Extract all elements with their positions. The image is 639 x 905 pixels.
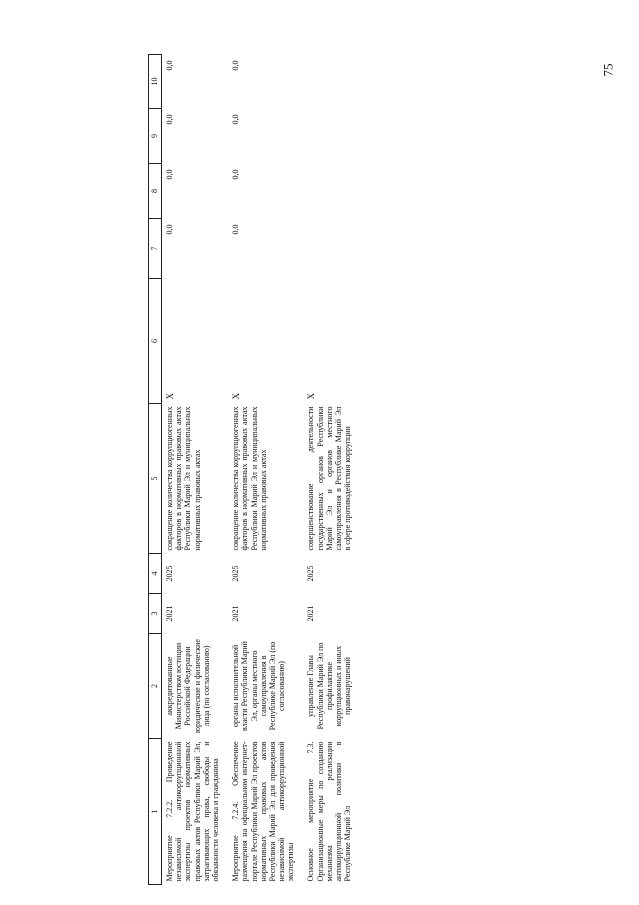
column-header: 1	[149, 739, 162, 885]
executor-cell: управление Главы Республики Марий Эл по профилактике коррупционных и иных правонарушений	[306, 642, 353, 730]
value-cell	[303, 109, 360, 164]
start-year-cell: 2021	[231, 605, 241, 622]
value-cell	[303, 219, 360, 279]
column-number-row	[149, 55, 162, 885]
value-cell: 0,0	[165, 224, 174, 235]
activity-name-cell: Основное мероприятие 7.3. Организационные меры по созданию механизма реализации антикоррупционной политики в Республике Марий Эл	[306, 741, 353, 882]
column-header: 6	[149, 279, 162, 404]
column-header: 4	[149, 554, 162, 594]
column-header: 7	[149, 219, 162, 279]
executor-cell: органы исполнительной власти Республики Марий Эл, органы местного самоуправления в Республике Марий Эл (по согласованию)	[231, 641, 287, 731]
expected-result-cell: сокращение количества коррупциогенных факторов в нормативных правовых актах Республики Марий Эл и муниципальных нормативных правовых актах	[231, 406, 268, 551]
column-header: 10	[149, 55, 162, 109]
executor-cell: аккредитованные Министерством юстиции Российской Федерации юридические и физические лица (по согласованию)	[165, 639, 211, 733]
end-year-cell: 2025	[231, 565, 241, 582]
start-year-cell: 2021	[306, 605, 316, 622]
value-cell: 0,0	[231, 114, 241, 125]
program-activities-table	[148, 54, 360, 885]
value-cell: 0,0	[231, 169, 241, 180]
end-year-cell: 2025	[165, 565, 174, 582]
expected-result-cell: сокращение количества коррупциогенных факторов в нормативных правовых актах Республики Марий Эл и муниципальных нормативных правовых актах	[165, 406, 202, 551]
value-cell	[303, 164, 360, 219]
mark-cell: X	[231, 393, 242, 400]
value-cell: 0,0	[165, 169, 174, 180]
value-cell: 0,0	[165, 60, 174, 71]
end-year-cell: 2025	[306, 565, 316, 582]
column-header: 2	[149, 634, 162, 739]
table-row	[228, 55, 303, 885]
column-header: 5	[149, 404, 162, 554]
value-cell	[303, 55, 360, 109]
column-header: 8	[149, 164, 162, 219]
rotated-table-sheet	[148, 55, 543, 885]
table-row	[162, 55, 229, 885]
mark-cell: X	[306, 393, 317, 400]
activity-name-cell: Мероприятие 7.2.2. Проведение независимой антикоррупционной экспертизы проектов нормативных правовых актов Республики Марий Эл, затрагивающих права, свободы и обязанности человека и гражданина	[165, 741, 220, 882]
start-year-cell: 2021	[165, 605, 174, 622]
table-row	[303, 55, 360, 885]
value-cell: 0,0	[231, 224, 241, 235]
column-header: 9	[149, 109, 162, 164]
activity-name-cell: Мероприятие 7.2.4. Обеспечение размещения на официальном интернет-портале Республики Марий Эл проектов нормативных правовых актов Республики Марий Эл для проведения независимой антикоррупционной экспертизы	[231, 741, 296, 882]
expected-result-cell: совершенствование деятельности государственных органов Республики Марий Эл и органов местного самоуправления в Республике Марий Эл в сфере противодействия коррупции	[306, 406, 353, 551]
column-header: 3	[149, 594, 162, 634]
value-cell: 0,0	[231, 60, 241, 71]
value-cell: 0,0	[165, 114, 174, 125]
mark-cell: X	[165, 393, 175, 400]
page-number: 75	[600, 63, 616, 77]
